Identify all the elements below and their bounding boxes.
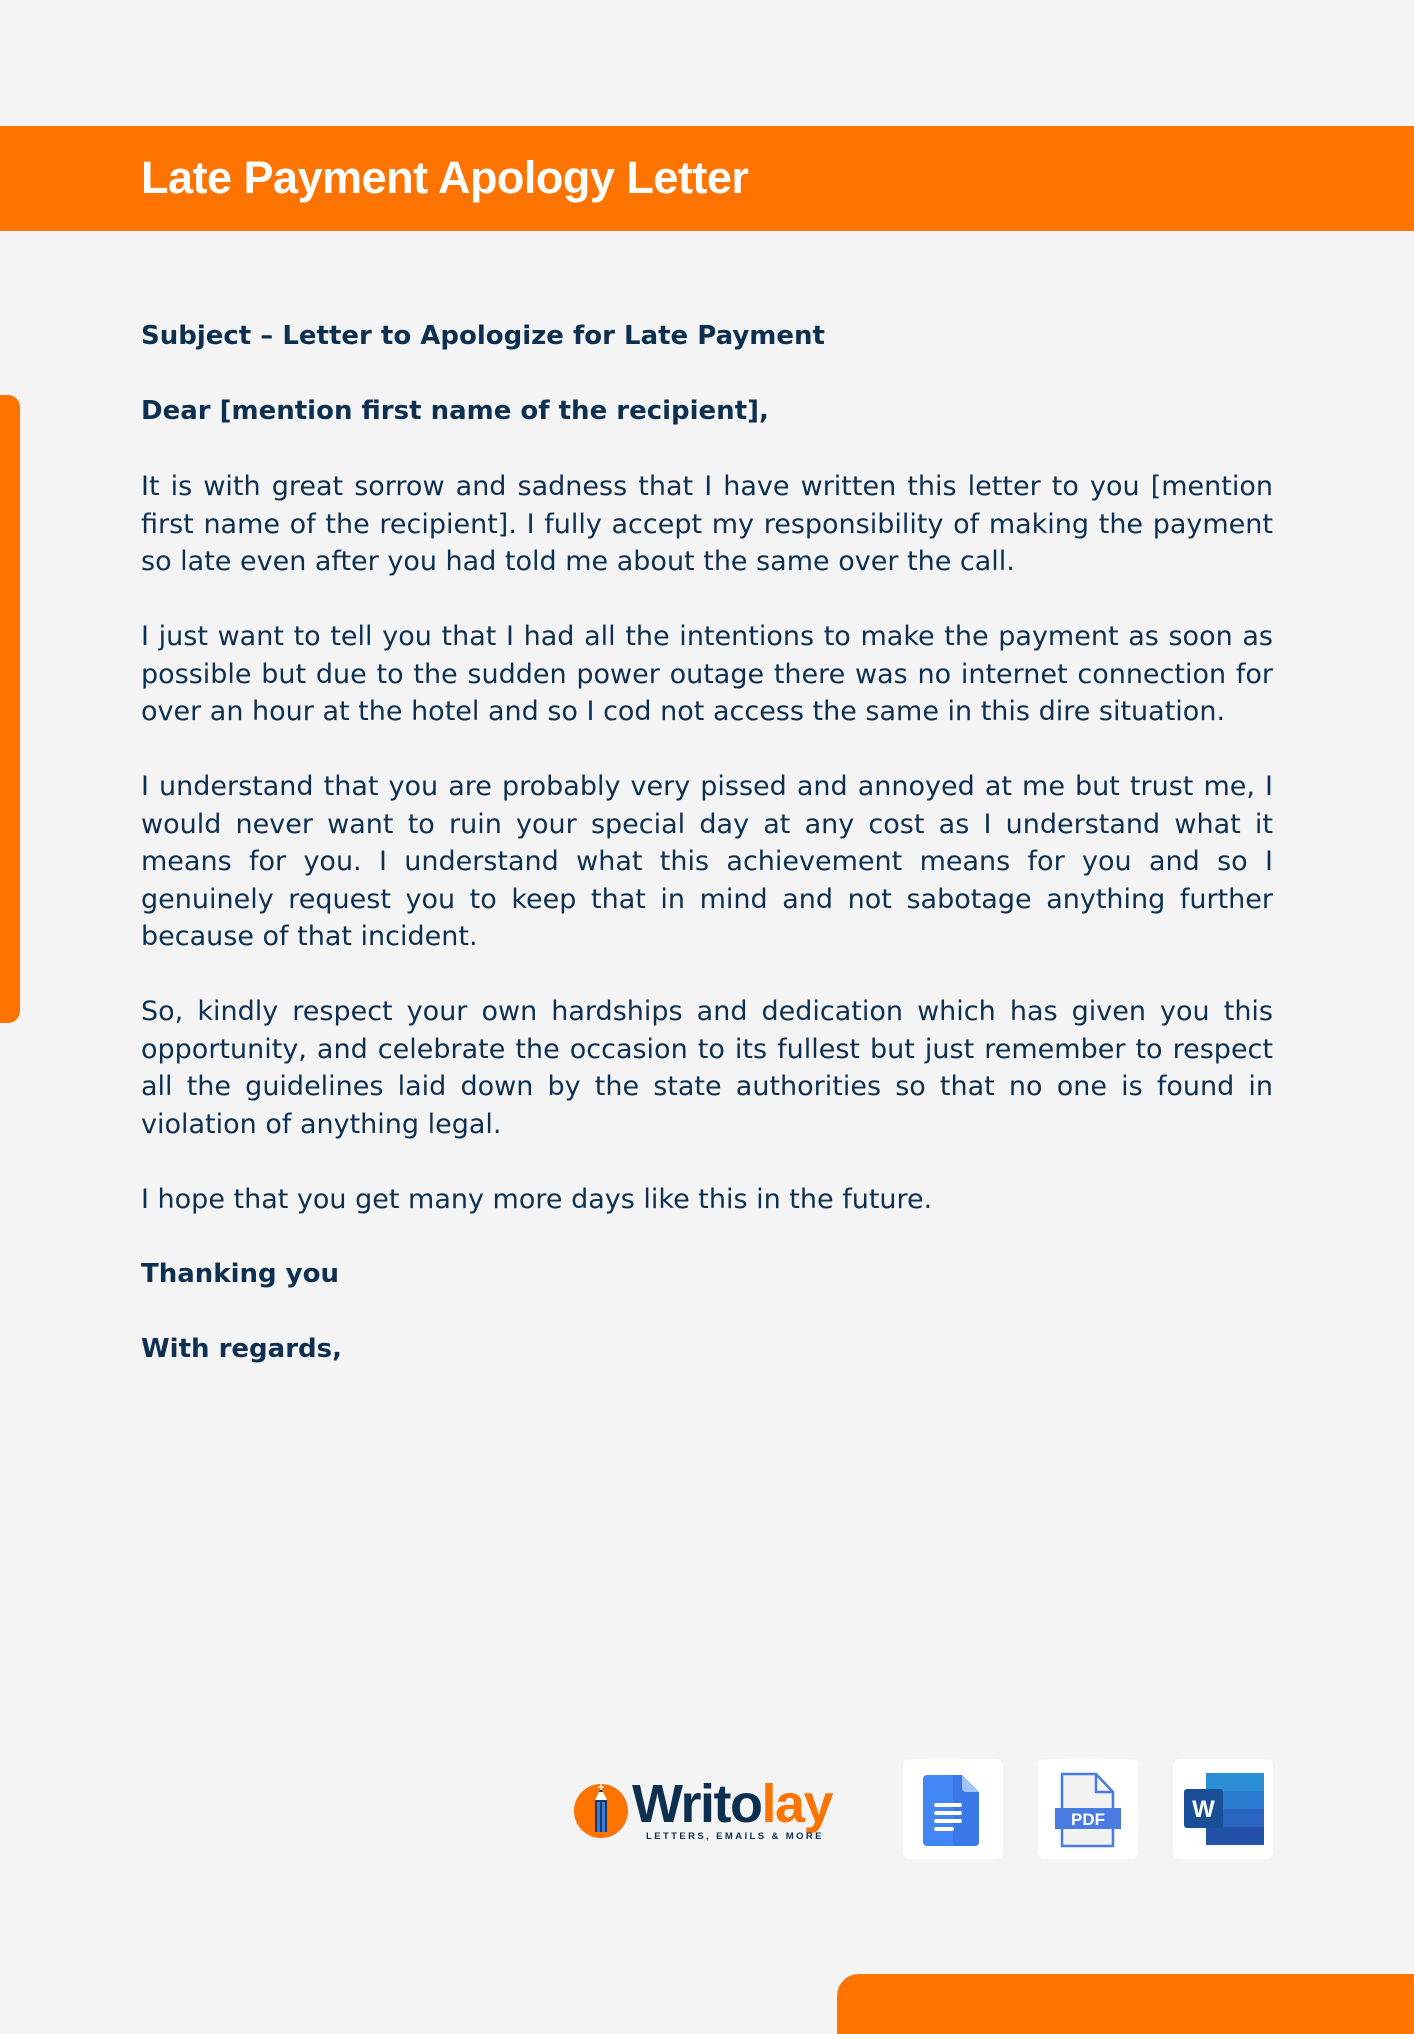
decorative-corner-shape: [837, 1974, 1414, 2034]
letter-salutation: Dear [mention first name of the recipient],: [141, 396, 769, 426]
google-docs-icon: [903, 1759, 1003, 1859]
svg-text:PDF: PDF: [1071, 1810, 1105, 1829]
letter-paragraph: I just want to tell you that I had all the intentions to make the payment as soon as possible but due to the sudden power outage there was no internet connection for over an hour at the hotel and so I cod not access the same in this dire situation.: [141, 621, 1273, 727]
letter-body: [141, 318, 1273, 1406]
letter-paragraph: It is with great sorrow and sadness that I have written this letter to you [mention first name of the recipient]. I fully accept my responsibility of making the payment so late even after you had told me about the same over the call.: [141, 471, 1273, 577]
letter-closing: Thanking you: [141, 1258, 339, 1289]
word-icon: [1173, 1759, 1273, 1859]
page-title: Late Payment Apology Letter: [141, 152, 749, 203]
pdf-icon: [1038, 1759, 1138, 1859]
word-download-button[interactable]: [1173, 1759, 1273, 1859]
logo-wordmark: Writolay: [632, 1774, 833, 1834]
svg-text:W: W: [1192, 1796, 1215, 1823]
letter-paragraph: I understand that you are probably very pissed and annoyed at me but trust me, I would never want to ruin your special day at any cost as I understand what it means for you. I understand what this achievement means for you and so I genuinely request you to keep that in mind and not sabotage anything further because of that incident.: [141, 771, 1273, 952]
pencil-logo-icon: [574, 1784, 628, 1838]
logo-tagline: LETTERS, EMAILS & MORE: [646, 1831, 824, 1842]
writolay-logo[interactable]: [574, 1774, 854, 1843]
decorative-side-bar: [0, 395, 20, 1023]
letter-paragraph: I hope that you get many more days like this in the future.: [141, 1183, 933, 1215]
pdf-download-button[interactable]: [1038, 1759, 1138, 1859]
google-docs-download-button[interactable]: [903, 1759, 1003, 1859]
letter-paragraph: So, kindly respect your own hardships and dedication which has given you this opportunity, and celebrate the occasion to its fullest but just remember to respect all the guidelines laid down by the state authorities so that no one is found in violation of anything legal.: [141, 996, 1273, 1140]
title-banner: [0, 126, 1414, 231]
letter-subject: Subject – Letter to Apologize for Late Payment: [141, 321, 825, 351]
footer: [574, 1759, 1274, 1859]
letter-signoff: With regards,: [141, 1333, 342, 1364]
